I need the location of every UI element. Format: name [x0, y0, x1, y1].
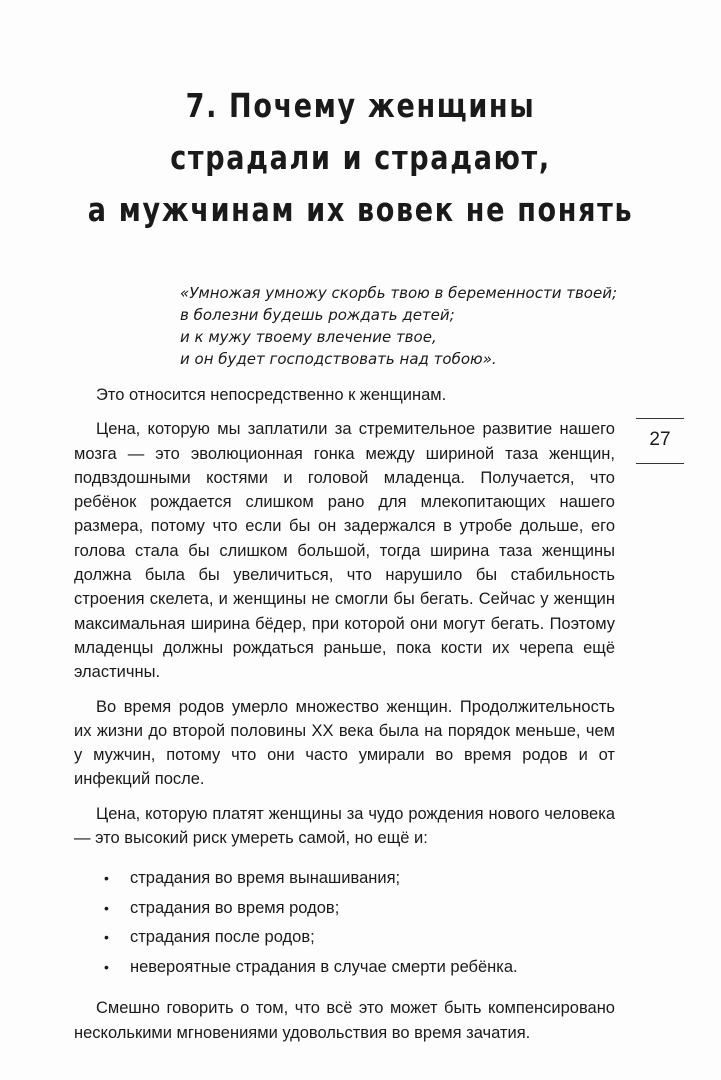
bullet-icon: •: [104, 958, 109, 975]
bullet-icon: •: [104, 870, 109, 887]
chapter-title-line: а мужчинам их вовек не понять: [87, 190, 634, 229]
list-item-text: страдания во время вынашивания;: [130, 869, 401, 888]
paragraph: Это относится непосредственно к женщинам.: [96, 386, 447, 404]
paragraph: Смешно говорить о том, что всё это может быть компенсировано несколькими мгновениями удовольствия во время зачатия.: [74, 999, 615, 1042]
list-item: [104, 894, 615, 924]
list-item: [104, 953, 615, 983]
epigraph-line: и к мужу твоему влечение твое,: [180, 328, 437, 346]
list-item-text: страдания после родов;: [130, 928, 315, 947]
epigraph-line: и он будет господствовать над тобою».: [180, 350, 497, 368]
chapter-title-line: 7. Почему женщины: [185, 86, 536, 125]
epigraph-line: в болезни будешь рождать детей;: [180, 306, 455, 324]
paragraph: Цена, которую мы заплатили за стремительное развитие нашего мозга — это эволюционная гонка между шириной таза женщин, подвздошными костями и головой младенца. Получается, что ребёнок рождается слишком рано для млекопитающих нашего размера, потому что если бы он задержался в утробе дольше, его голова стала бы слишком большой, тогда ширина таза женщины должна была бы увеличиться, что нарушило бы стабильность строения скелета, и женщины не смогли бы бегать. Сейчас у женщин максимальная ширина бёдер, при которой они могут бегать. Поэтому младенцы должны рождаться раньше, пока кости их черепа ещё эластичны.: [74, 420, 615, 682]
body-text: [74, 383, 615, 1055]
epigraph-line: «Умножая умножу скорбь твою в беременности твоей;: [180, 284, 618, 302]
list-item-text: невероятные страдания в случае смерти ребёнка.: [130, 957, 518, 976]
bullet-icon: •: [104, 929, 109, 946]
list-item: [104, 864, 615, 894]
bullet-list: [74, 864, 615, 982]
page-number-rule-bottom: [636, 463, 684, 464]
list-item-text: страдания во время родов;: [130, 898, 340, 917]
list-item: [104, 923, 615, 953]
bullet-icon: •: [104, 899, 109, 916]
epigraph: [180, 282, 650, 370]
page-number-rule-top: [636, 418, 684, 419]
chapter-title: [65, 80, 656, 236]
paragraph: Цена, которую платят женщины за чудо рождения нового человека — это высокий риск умереть самой, но ещё и:: [74, 804, 615, 848]
paragraph: Во время родов умерло множество женщин. Продолжительность их жизни до второй половины XX века была на порядок меньше, чем у мужчин, потому что они часто умирали во время родов и от инфекций после.: [74, 697, 615, 789]
page-number-block: [636, 418, 684, 464]
page-number: 27: [649, 429, 671, 450]
chapter-title-line: страдали и страдают,: [170, 138, 551, 177]
